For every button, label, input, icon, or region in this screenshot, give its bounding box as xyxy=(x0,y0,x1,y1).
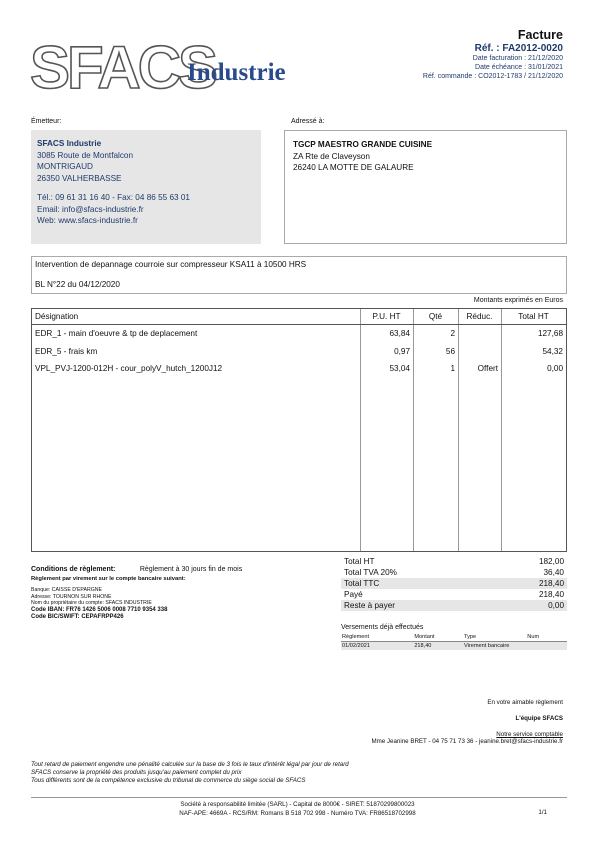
ref-commande: Réf. commande : CO2012-1783 / 21/12/2020 xyxy=(422,73,563,80)
sender-email[interactable]: Email: info@sfacs-industrie.fr xyxy=(37,204,144,214)
footer xyxy=(0,800,595,818)
legal-line: SFACS conserve la propriété des produits jusqu'au paiement complet du prix xyxy=(31,769,242,776)
payments-header: Règlement xyxy=(341,633,413,642)
conditions-label: Conditions de règlement: xyxy=(31,566,116,573)
sender-label: Émetteur: xyxy=(31,118,62,125)
cell-total: 0,00 xyxy=(547,364,563,373)
table-row xyxy=(341,642,567,651)
cell-discount: Offert xyxy=(477,364,498,373)
total-row xyxy=(341,589,567,600)
footer-divider xyxy=(31,797,567,798)
bank-name: Banque: CAISSE D'EPARGNE xyxy=(31,587,102,593)
bank-iban: Code IBAN: FR76 1426 5006 0008 7710 9354 338 xyxy=(31,606,168,613)
header-total: Total HT xyxy=(518,312,549,321)
table-row xyxy=(32,326,566,342)
invoice-ref: Réf. : FA2012-0020 xyxy=(474,43,563,54)
footer-line: NAF-APE: 4669A - RCS/RM: Romans B 518 702 998 - Numéro TVA: FR86518702998 xyxy=(179,810,416,817)
cell-total: 127,68 xyxy=(537,329,563,338)
recipient-address-line: 26240 LA MOTTE DE GALAURE xyxy=(293,163,414,172)
company-logo xyxy=(30,32,320,102)
cell-quantity: 56 xyxy=(445,347,455,356)
recipient-name: TGCP MAESTRO GRANDE CUISINE xyxy=(293,140,433,149)
total-label: Total HT xyxy=(344,557,375,566)
total-value: 218,40 xyxy=(538,590,564,599)
total-value: 218,40 xyxy=(538,579,564,588)
sender-block xyxy=(31,130,261,244)
payment-conditions xyxy=(31,558,331,576)
sender-name: SFACS Industrie xyxy=(37,139,102,148)
table-row xyxy=(32,361,566,377)
sender-address-line: 3085 Route de Montfalcon xyxy=(37,150,134,160)
total-label: Payé xyxy=(344,590,363,599)
payments-header-row xyxy=(341,633,567,642)
totals-block xyxy=(341,556,567,611)
closing-line: En votre aimable règlement xyxy=(487,699,563,706)
total-value: 36,40 xyxy=(543,568,564,577)
invoice-title: Facture xyxy=(517,28,563,42)
payments-header: Montant xyxy=(413,633,463,642)
bank-heading: Règlement par virement sur le compte bancaire suivant: xyxy=(31,576,186,582)
currency-note: Montants exprimés en Euros xyxy=(473,297,563,304)
items-table xyxy=(31,308,567,552)
legal-line: Tout retard de paiement engendre une pénalité calculée sur la base de 3 fois le taux d'intérêt légal par jour de retard xyxy=(31,761,349,768)
payments-title: Versements déjà effectués xyxy=(341,624,424,631)
cell-quantity: 2 xyxy=(450,329,455,338)
cell-discount xyxy=(458,344,501,360)
total-row xyxy=(341,567,567,578)
total-label: Reste à payer xyxy=(344,601,395,610)
invoice-header xyxy=(423,28,563,81)
cell-unit-price: 63,84 xyxy=(389,329,410,338)
bank-address: Adresse: TOURNON SUR RHONE xyxy=(31,593,112,600)
table-header-row xyxy=(32,309,566,325)
recipient-label: Adressé à: xyxy=(291,118,325,125)
header-quantity: Qté xyxy=(428,312,443,321)
bank-details xyxy=(31,576,331,621)
sender-address-line: MONTRIGAUD xyxy=(37,162,93,171)
bank-owner: Nom du propriétaire du compte: SFACS INDUSTRIE xyxy=(31,600,152,606)
date-facturation: Date facturation : 21/12/2020 xyxy=(472,55,563,62)
sender-phone: Tél.: 09 61 31 16 40 - Fax: 04 86 55 63 01 xyxy=(37,193,190,202)
header-designation: Désignation xyxy=(35,312,79,321)
total-label: Total TTC xyxy=(344,579,380,588)
sender-address-line: 26350 VALHERBASSE xyxy=(37,173,122,183)
recipient-address-line: ZA Rte de Claveyson xyxy=(293,151,370,161)
accounting-service: Notre service comptable xyxy=(496,731,563,738)
cell-quantity: 1 xyxy=(450,364,455,373)
cell-designation: EDR_1 - main d'oeuvre & tp de deplacement xyxy=(35,329,198,338)
payment-type: Virement bancaire xyxy=(463,642,526,651)
logo-main-text: SFACS xyxy=(30,34,216,101)
payments-made xyxy=(341,624,567,650)
total-row xyxy=(341,556,567,567)
cell-designation: EDR_5 - frais km xyxy=(35,347,98,356)
contact-line: Mme Jeanine BRET - 04 75 71 73 36 - jeanine.bret@sfacs-industrie.fr xyxy=(371,738,563,745)
sender-website[interactable]: Web: www.sfacs-industrie.fr xyxy=(37,216,138,225)
cell-total: 54,32 xyxy=(542,347,563,356)
legal-notes xyxy=(31,761,349,785)
payments-header: Num xyxy=(526,633,567,642)
total-row xyxy=(341,600,567,611)
intervention-box xyxy=(31,256,567,294)
payments-header: Type xyxy=(463,633,526,642)
delivery-note: BL N°22 du 04/12/2020 xyxy=(35,280,120,289)
intervention-text: Intervention de depannage courroie sur compresseur KSA11 à 10500 HRS xyxy=(35,260,307,269)
total-label: Total TVA 20% xyxy=(344,568,397,577)
cell-unit-price: 53,04 xyxy=(389,364,410,373)
total-row xyxy=(341,578,567,589)
recipient-block xyxy=(284,130,567,244)
payment-date: 01/02/2021 xyxy=(341,642,413,651)
sfacs-logo-graphic xyxy=(30,32,320,102)
header-unit-price: P.U. HT xyxy=(372,312,401,321)
table-row xyxy=(32,344,566,360)
payment-amount: 218,40 xyxy=(413,642,463,651)
signature-block xyxy=(371,699,563,745)
cell-unit-price: 0,97 xyxy=(394,347,410,356)
header-discount: Réduc. xyxy=(466,312,493,321)
page-number: 1/1 xyxy=(538,809,547,816)
logo-sub-text: Industrie xyxy=(187,59,286,86)
total-value: 0,00 xyxy=(548,601,564,610)
footer-line: Société à responsabilité limitée (SARL) - Capital de 8000€ - SIRET: 51870299800023 xyxy=(180,801,415,808)
legal-line: Tous différents sont de la compétence exclusive du tribunal de commerce du siège social de SFACS xyxy=(31,777,306,784)
team-name: L'équipe SFACS xyxy=(515,715,563,722)
cell-designation: VPL_PVJ-1200-012H - cour_polyV_hutch_1200J12 xyxy=(35,364,223,373)
payments-table xyxy=(341,633,567,650)
payment-num xyxy=(526,642,567,651)
bank-bic: Code BIC/SWIFT: CEPAFRPP426 xyxy=(31,613,124,620)
date-echeance: Date échéance : 31/01/2021 xyxy=(475,64,563,71)
conditions-value: Règlement à 30 jours fin de mois xyxy=(139,566,243,573)
total-value: 182,00 xyxy=(538,557,564,566)
cell-discount xyxy=(458,326,501,342)
